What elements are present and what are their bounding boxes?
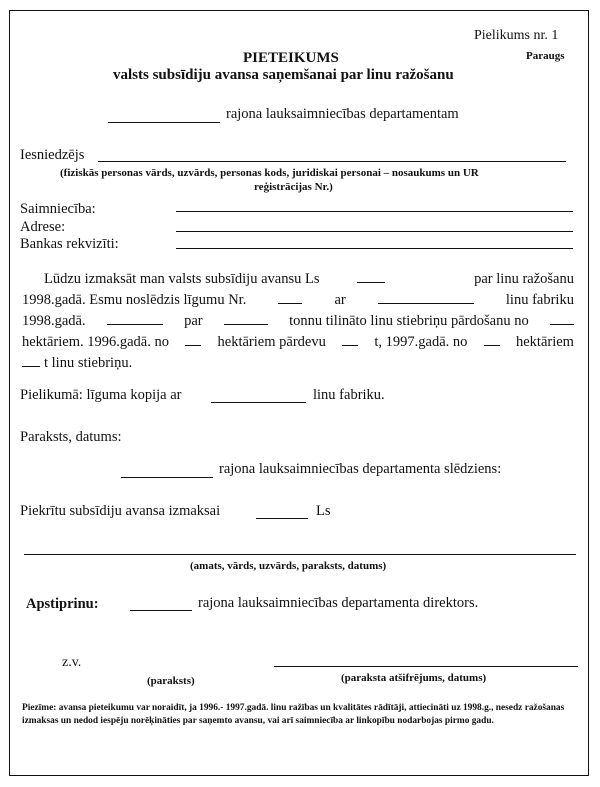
bank-details-input[interactable] bbox=[176, 248, 573, 249]
applicant-label: Iesniedzējs bbox=[20, 147, 85, 163]
approve-label: Apstiprinu: bbox=[26, 596, 99, 612]
approve-district-blank[interactable] bbox=[130, 610, 192, 611]
hectares-1996-blank[interactable] bbox=[185, 332, 201, 346]
conclusion-text: rajona lauksaimniecības departamenta slēdziens: bbox=[219, 461, 502, 477]
sold-1996-blank[interactable] bbox=[342, 332, 358, 346]
request-line-3b: par bbox=[184, 313, 203, 329]
approve-text: rajona lauksaimniecības departamenta direktors. bbox=[198, 595, 479, 611]
bank-details-label: Bankas rekvizīti: bbox=[20, 236, 119, 252]
department-text: rajona lauksaimniecības departamentam bbox=[226, 106, 459, 122]
hectares-blank[interactable] bbox=[550, 311, 574, 325]
address-input[interactable] bbox=[176, 231, 573, 232]
agree-prefix: Piekrītu subsīdiju avansa izmaksai bbox=[20, 503, 221, 519]
form-title: PIETEIKUMS bbox=[243, 50, 339, 66]
sample-label: Paraugs bbox=[526, 50, 565, 62]
request-line-4c: t, 1997.gadā. no bbox=[374, 334, 468, 350]
request-line-3a: 1998.gadā. bbox=[22, 313, 86, 329]
applicant-input[interactable] bbox=[98, 161, 566, 162]
attachment-factory-blank[interactable] bbox=[211, 402, 306, 403]
request-line-4a: hektāriem. 1996.gadā. no bbox=[22, 334, 169, 350]
applicant-hint-2: reģistrācijas Nr.) bbox=[254, 181, 333, 193]
farm-label: Saimniecība: bbox=[20, 201, 96, 217]
official-hint: (amats, vārds, uzvārds, paraksts, datums) bbox=[190, 560, 387, 572]
appendix-number: Pielikums nr. 1 bbox=[474, 28, 559, 43]
request-line-2b: ar bbox=[334, 292, 346, 308]
note-text: avansa pieteikumu var noraidīt, ja 1996.- 1997.gadā. linu ražības un kvalitātes rādītāji, attiecināti uz 1998.g., nesedz ražošanas izmaksas un nedod iespēju norēķināties par saņemto avansu, vai arī saimniecība ar linkopību nodarbojas pirmo gadu. bbox=[22, 703, 565, 726]
conclusion-district-blank[interactable] bbox=[121, 477, 213, 478]
official-signature-line[interactable] bbox=[24, 554, 576, 555]
request-line-2c: linu fabriku bbox=[505, 292, 574, 308]
contract-number-blank[interactable] bbox=[278, 290, 302, 304]
agree-currency: Ls bbox=[316, 503, 331, 519]
request-line-5: t linu stiebriņu. bbox=[44, 355, 133, 371]
request-line-3c: tonnu tilināto linu stiebriņu pārdošanu no bbox=[289, 313, 529, 329]
request-line-4b: hektāriem pārdevu bbox=[217, 334, 326, 350]
avance-amount-blank[interactable] bbox=[357, 269, 385, 283]
address-label: Adrese: bbox=[20, 219, 66, 235]
attachment-prefix: Pielikumā: līguma kopija ar bbox=[20, 387, 182, 403]
sign-hint: (paraksts) bbox=[147, 675, 195, 687]
request-paragraph bbox=[22, 269, 574, 374]
form-subtitle: valsts subsīdiju avansa saņemšanai par linu ražošanu bbox=[113, 67, 454, 83]
agree-amount-blank[interactable] bbox=[256, 518, 308, 519]
applicant-hint-1: (fiziskās personas vārds, uzvārds, personas kods, juridiskai personai – nosaukums un UR bbox=[60, 167, 479, 179]
request-line-2a: 1998.gadā. Esmu noslēdzis līgumu Nr. bbox=[22, 292, 247, 308]
note-label: Piezīme: bbox=[22, 703, 57, 713]
attachment-suffix: linu fabriku. bbox=[313, 387, 385, 403]
tonnes-blank[interactable] bbox=[224, 311, 268, 325]
signature-date-label: Paraksts, datums: bbox=[20, 429, 122, 445]
seal-mark: z.v. bbox=[62, 655, 82, 670]
factory-blank[interactable] bbox=[378, 290, 474, 304]
request-line-1a: Lūdzu izmaksāt man valsts subsīdiju avansu Ls bbox=[44, 271, 320, 287]
sign-decode-hint: (paraksta atšifrējums, datums) bbox=[341, 672, 487, 684]
request-line-1b: par linu ražošanu bbox=[474, 271, 574, 287]
note-block bbox=[22, 702, 574, 728]
request-line-4d: hektāriem bbox=[515, 334, 574, 350]
sold-1997-blank[interactable] bbox=[22, 353, 40, 367]
price-blank[interactable] bbox=[107, 311, 163, 325]
district-blank[interactable] bbox=[108, 122, 220, 123]
sign-decode-line[interactable] bbox=[274, 666, 578, 667]
farm-input[interactable] bbox=[176, 211, 573, 212]
hectares-1997-blank[interactable] bbox=[484, 332, 500, 346]
